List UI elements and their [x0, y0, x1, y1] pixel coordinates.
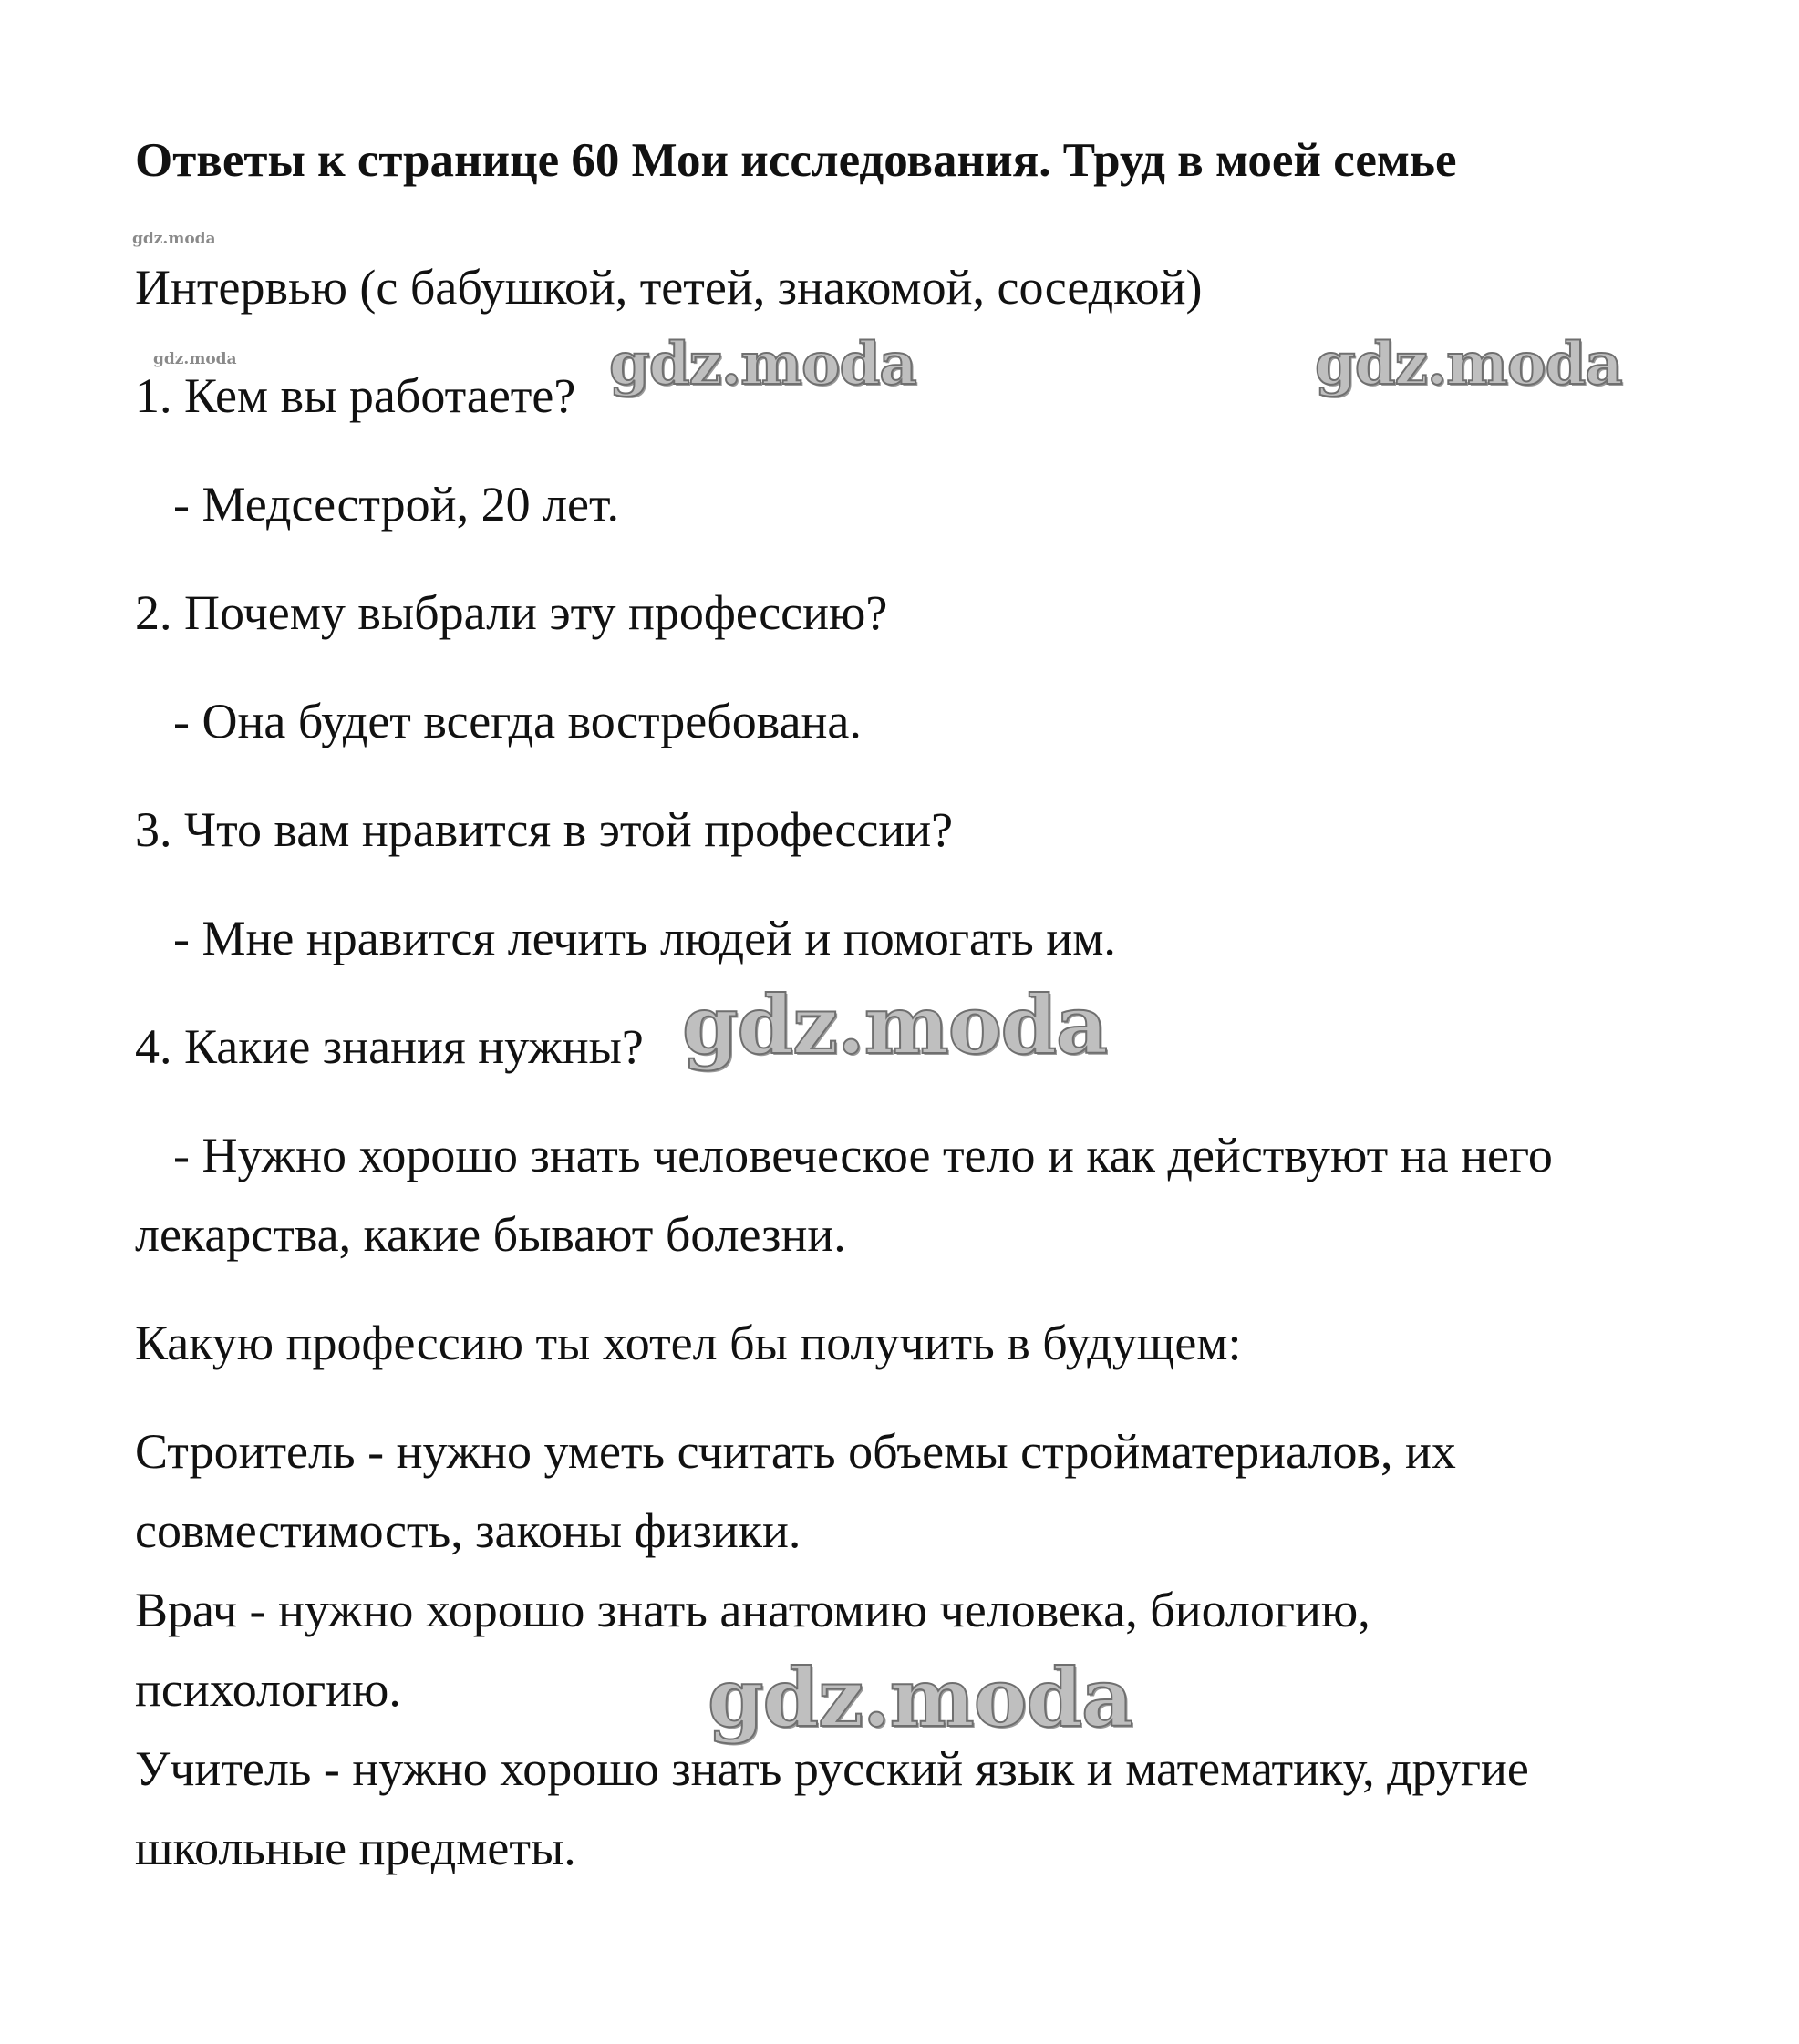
builder-line-1: Строитель - нужно уметь считать объемы стройматериалов, их	[135, 1424, 1456, 1479]
question-1: 1. Кем вы работаете?	[135, 368, 576, 423]
watermark-small-second: gdz.moda	[153, 350, 237, 368]
question-3: 3. Что вам нравится в этой профессии?	[135, 802, 954, 857]
question-2: 2. Почему выбрали эту профессию?	[135, 585, 888, 640]
answer-3: - Мне нравится лечить людей и помогать им.	[173, 911, 1116, 965]
watermark-large-1: gdz.moda	[609, 330, 916, 398]
watermark-large-3: gdz.moda	[682, 977, 1108, 1072]
future-profession-question: Какую профессию ты хотел бы получить в будущем:	[135, 1316, 1242, 1370]
teacher-line-2: школьные предметы.	[135, 1821, 576, 1875]
answer-4-line-2: лекарства, какие бывают болезни.	[135, 1207, 846, 1262]
watermark-small-top: gdz.moda	[132, 230, 216, 248]
question-4: 4. Какие знания нужны?	[135, 1019, 644, 1074]
watermark-large-2: gdz.moda	[1315, 330, 1622, 398]
answer-1: - Медсестрой, 20 лет.	[173, 477, 620, 532]
teacher-line-1: Учитель - нужно хорошо знать русский язык и математику, другие	[135, 1741, 1529, 1796]
watermark-large-4: gdz.moda	[708, 1650, 1133, 1745]
builder-line-2: совместимость, законы физики.	[135, 1503, 801, 1558]
doctor-line-2: психологию.	[135, 1662, 401, 1717]
doctor-line-1: Врач - нужно хорошо знать анатомию человека, биологию,	[135, 1583, 1370, 1637]
page-title: Ответы к странице 60 Мои исследования. Труд в моей семье	[135, 134, 1457, 187]
interview-intro: Интервью (с бабушкой, тетей, знакомой, соседкой)	[135, 260, 1203, 315]
answer-4-line-1: - Нужно хорошо знать человеческое тело и как действуют на него	[173, 1128, 1553, 1182]
answer-2: - Она будет всегда востребована.	[173, 694, 862, 748]
